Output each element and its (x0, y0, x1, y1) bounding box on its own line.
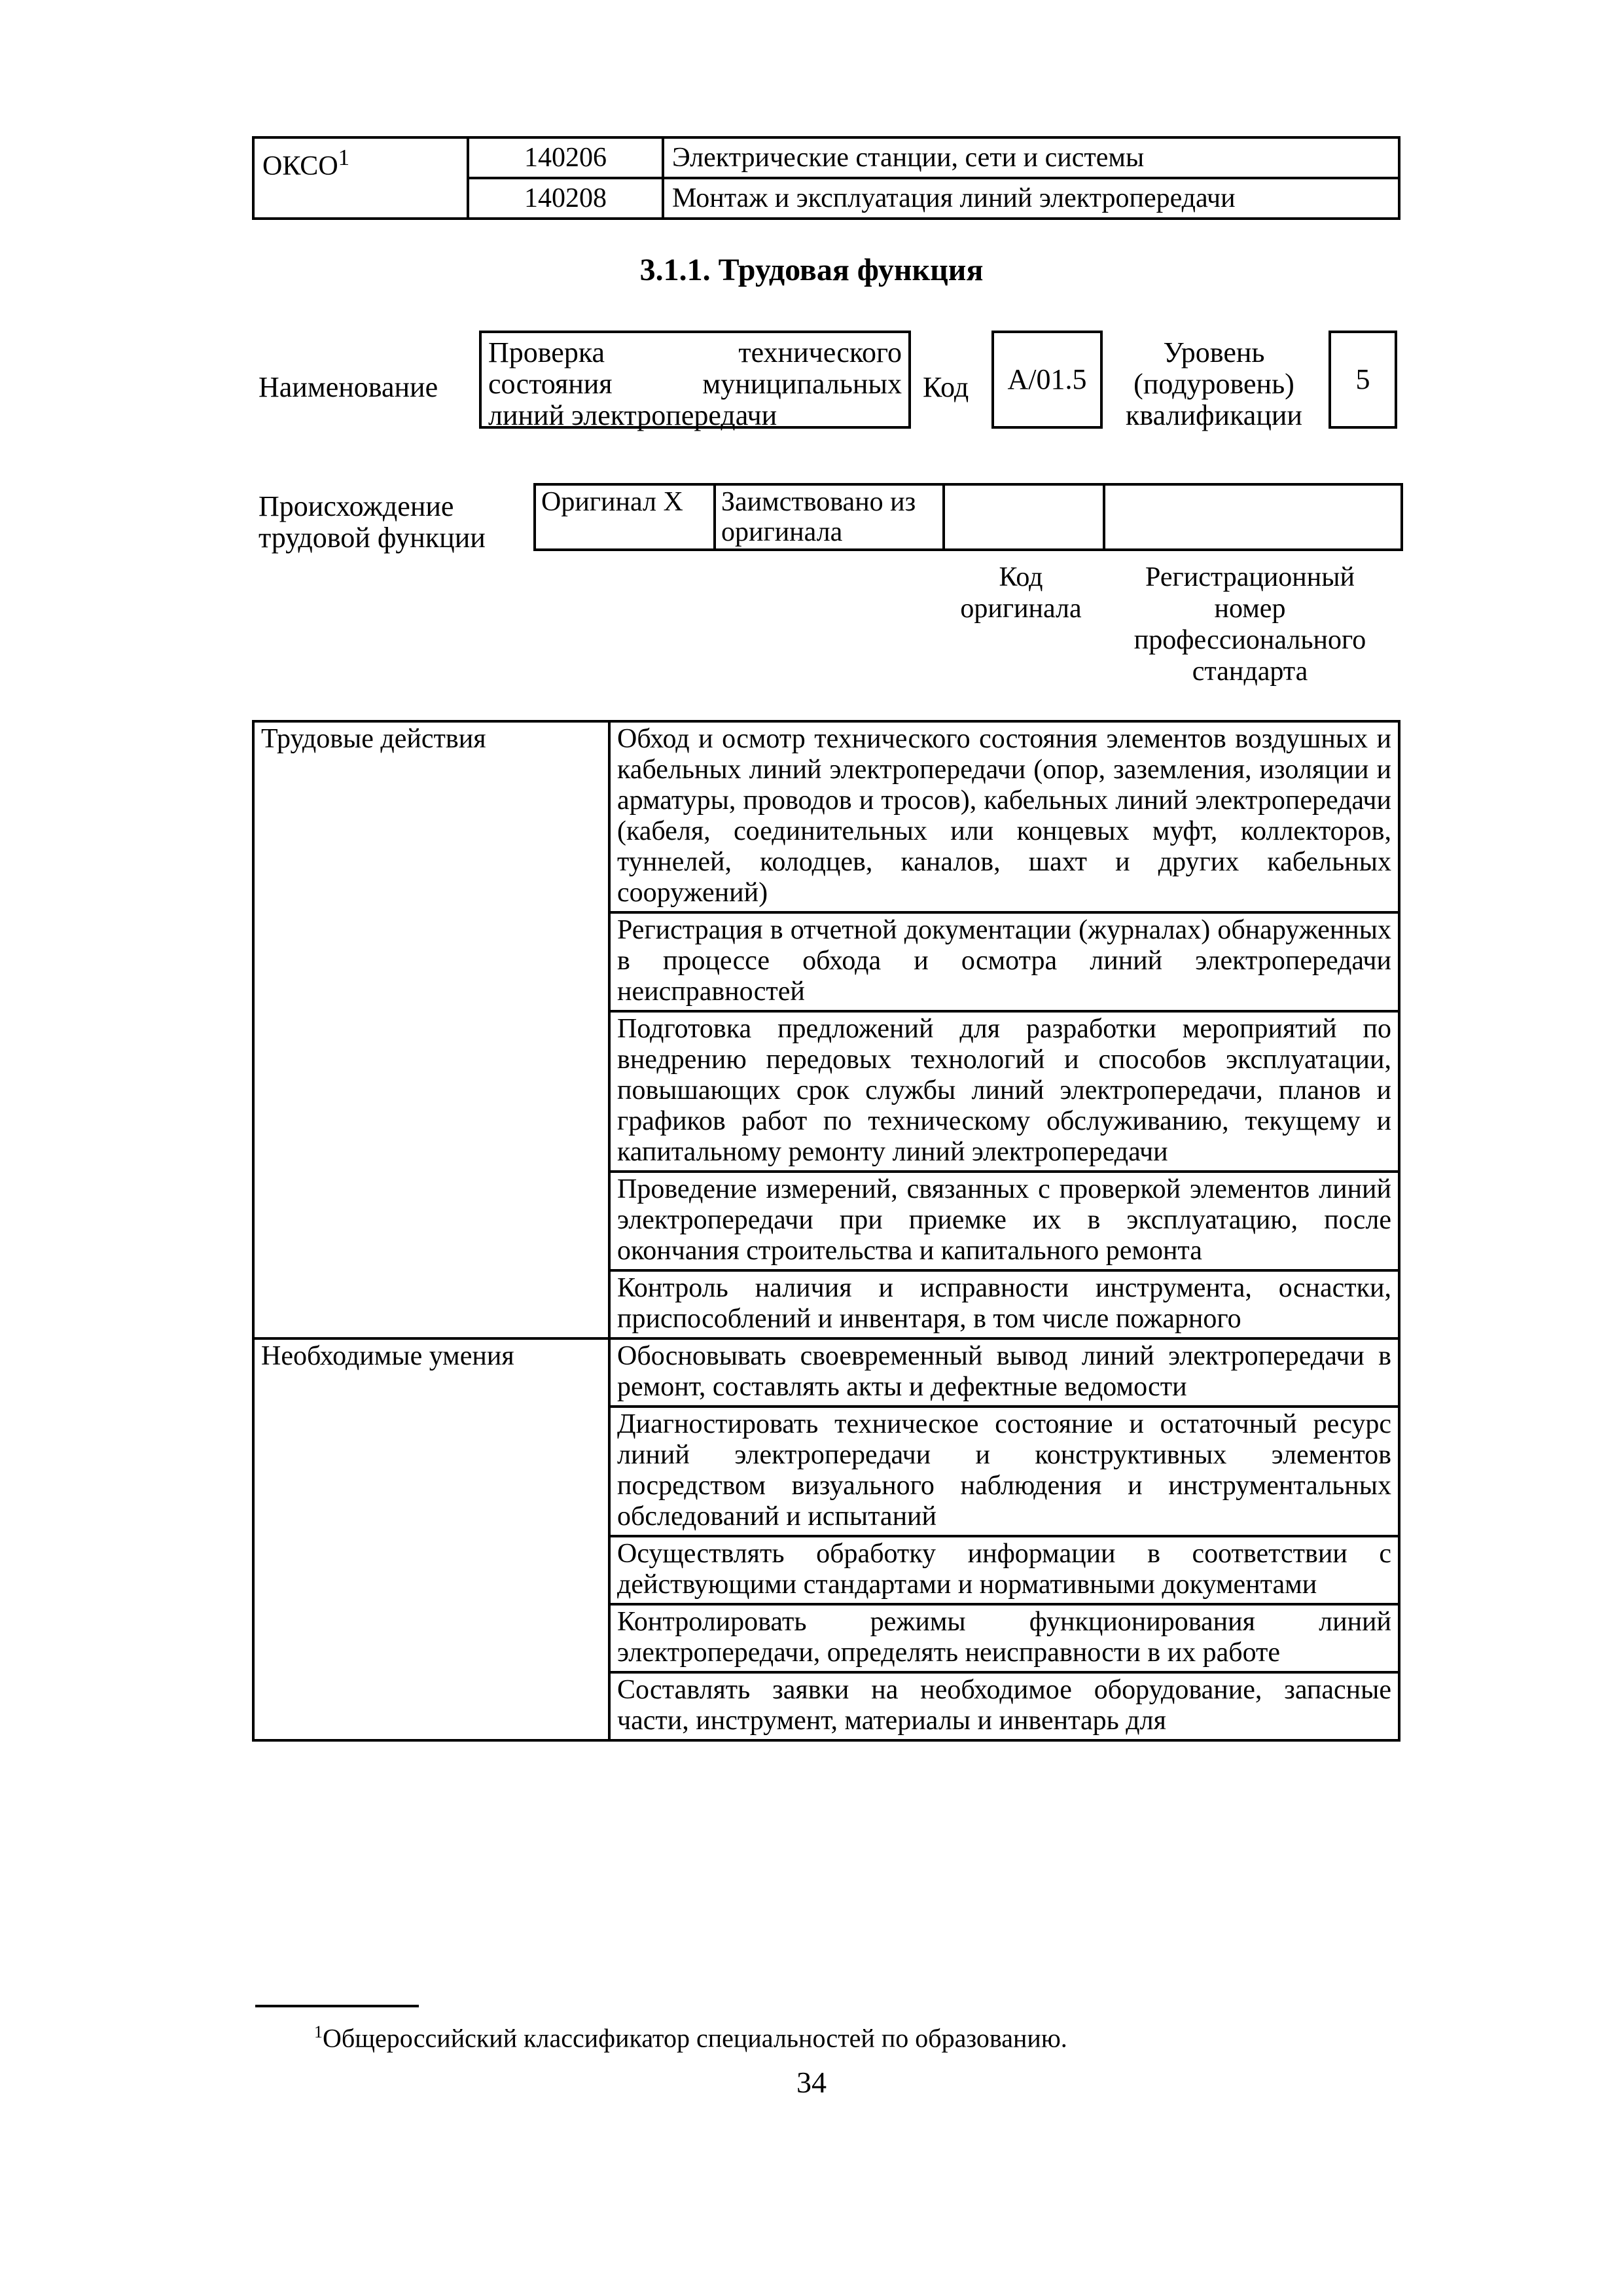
section-label-skills: Необходимые умения (253, 1338, 609, 1740)
origin-label: Происхождение трудовой функции (259, 490, 486, 554)
origin-table (533, 483, 1403, 551)
table-cell: Обход и осмотр технического состояния элементов воздушных и кабельных линий электропередачи (опор, заземления, изоляции и арматуры, проводов и тросов), кабельных линий электропередачи (кабеля, соединительных или концевых муфт, коллекторов, туннелей, колодцев, каналов, шахт и других кабельных сооружений) (609, 721, 1399, 912)
function-code-box: A/01.5 (991, 331, 1103, 429)
origin-code-cell (944, 484, 1104, 550)
okso-footnote-mark: 1 (338, 145, 350, 170)
origin-borrowed-cell: Заимствовано из оригинала (715, 484, 944, 550)
table-cell: Подготовка предложений для разработки мероприятий по внедрению передовых технологий и способов эксплуатации, повышающих срок службы линий электропередачи, планов и графиков работ по техническому обслуживанию, текущему и капитальному ремонту линий электропередачи (609, 1011, 1399, 1172)
okso-table (252, 136, 1400, 220)
origin-original-cell: Оригинал X (535, 484, 715, 550)
table-cell: Проведение измерений, связанных с проверкой элементов линий электропередачи при приемке их в эксплуатацию, после окончания строительства и капитального ремонта (609, 1172, 1399, 1270)
table-cell: Осуществлять обработку информации в соответствии с действующими стандартами и нормативными документами (609, 1536, 1399, 1604)
okso-code: 140208 (468, 178, 663, 219)
main-table (252, 720, 1400, 1742)
section-label-actions: Трудовые действия (253, 721, 609, 1338)
okso-label-text: ОКСО (262, 151, 338, 181)
level-box: 5 (1329, 331, 1397, 429)
level-label: Уровень (подуровень) квалификации (1126, 336, 1302, 431)
table-cell: Контроль наличия и исправности инструмента, оснастки, приспособлений и инвентаря, в том числе пожарного (609, 1270, 1399, 1338)
footnote-text: Общероссийский классификатор специальностей по образованию. (323, 2023, 1067, 2053)
table-cell: Диагностировать техническое состояние и остаточный ресурс линий электропередачи и конструктивных элементов посредством визуального наблюдения и инструментальных обследований и испытаний (609, 1407, 1399, 1536)
footnote-rule (255, 2005, 419, 2007)
table-row (253, 1338, 1399, 1407)
footnote (314, 2022, 1067, 2053)
okso-code: 140206 (468, 137, 663, 178)
table-cell: Регистрация в отчетной документации (журналах) обнаруженных в процессе обхода и осмотра линий электропередачи неисправностей (609, 912, 1399, 1011)
table-cell: Контролировать режимы функционирования линий электропередачи, определять неисправности в их работе (609, 1604, 1399, 1672)
code-original-caption: Код оригинала (960, 562, 1082, 624)
function-name-box: Проверка технического состояния муниципальных линий электропередачи (479, 331, 911, 429)
table-cell: Составлять заявки на необходимое оборудование, запасные части, инструмент, материалы и инвентарь для (609, 1672, 1399, 1740)
reg-number-caption: Регистрационный номер профессионального стандарта (1133, 562, 1366, 687)
code-label: Код (923, 371, 969, 403)
table-row (253, 721, 1399, 912)
name-label: Наименование (259, 371, 438, 403)
okso-name: Монтаж и эксплуатация линий электропередачи (663, 178, 1399, 219)
table-cell: Обосновывать своевременный вывод линий электропередачи в ремонт, составлять акты и дефектные ведомости (609, 1338, 1399, 1407)
page-number: 34 (796, 2066, 827, 2099)
section-heading: 3.1.1. Трудовая функция (639, 253, 984, 287)
okso-label (253, 137, 468, 219)
origin-reg-number-cell (1104, 484, 1402, 550)
okso-row (253, 137, 1399, 178)
footnote-mark: 1 (314, 2022, 323, 2041)
okso-name: Электрические станции, сети и системы (663, 137, 1399, 178)
